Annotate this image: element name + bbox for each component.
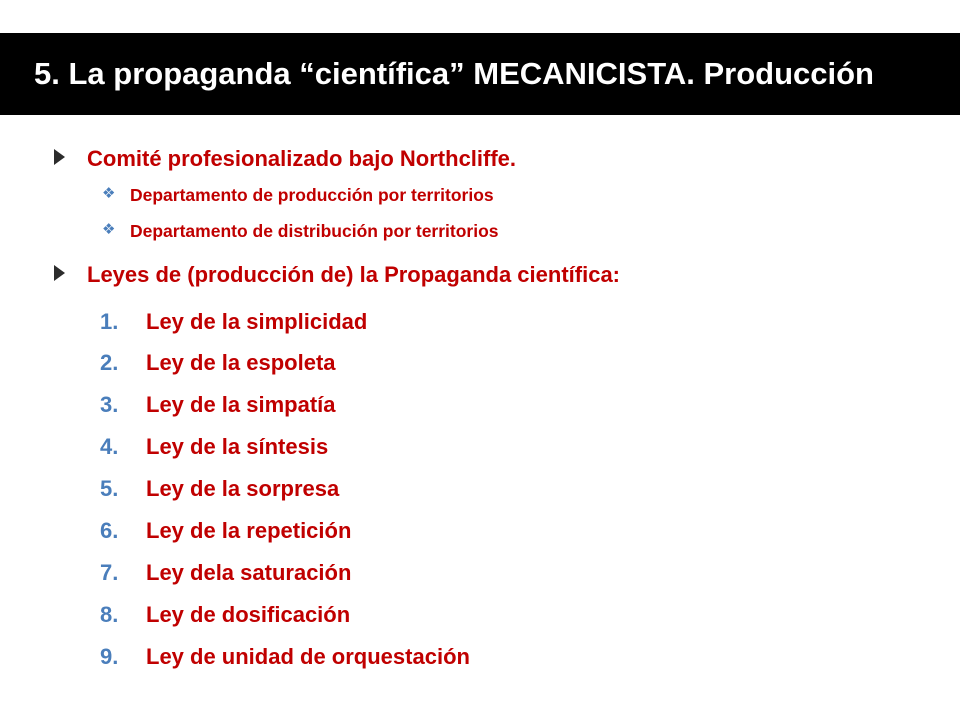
law-number: 6. <box>100 518 119 543</box>
law-number: 3. <box>100 392 119 417</box>
diamond-bullet-icon: ❖ <box>102 221 116 238</box>
bullet-text: Leyes de (producción de) la Propaganda científica: <box>87 262 621 287</box>
law-number: 1. <box>100 309 119 334</box>
law-text: Ley dela saturación <box>146 560 352 585</box>
sub-bullet-text: Departamento de producción por territorios <box>130 185 494 205</box>
law-number: 4. <box>100 434 119 459</box>
law-text: Ley de la simpatía <box>146 392 336 417</box>
diamond-bullet-icon: ❖ <box>102 185 116 202</box>
slide-title: 5. La propaganda “científica” MECANICISTA. Producción <box>34 56 874 91</box>
bullet-text: Comité profesionalizado bajo Northcliffe. <box>87 146 517 171</box>
arrow-bullet-icon <box>54 149 65 165</box>
law-text: Ley de la repetición <box>146 518 352 543</box>
law-text: Ley de la simplicidad <box>146 309 368 334</box>
law-number: 7. <box>100 560 119 585</box>
law-number: 2. <box>100 350 119 375</box>
sub-bullet-text: Departamento de distribución por territorios <box>130 221 499 241</box>
law-text: Ley de unidad de orquestación <box>146 644 470 669</box>
law-text: Ley de la espoleta <box>146 350 336 375</box>
law-number: 5. <box>100 476 119 501</box>
law-text: Ley de dosificación <box>146 602 351 627</box>
law-number: 9. <box>100 644 119 669</box>
law-number: 8. <box>100 602 119 627</box>
law-text: Ley de la síntesis <box>146 434 329 459</box>
arrow-bullet-icon <box>54 265 65 281</box>
law-text: Ley de la sorpresa <box>146 476 340 501</box>
